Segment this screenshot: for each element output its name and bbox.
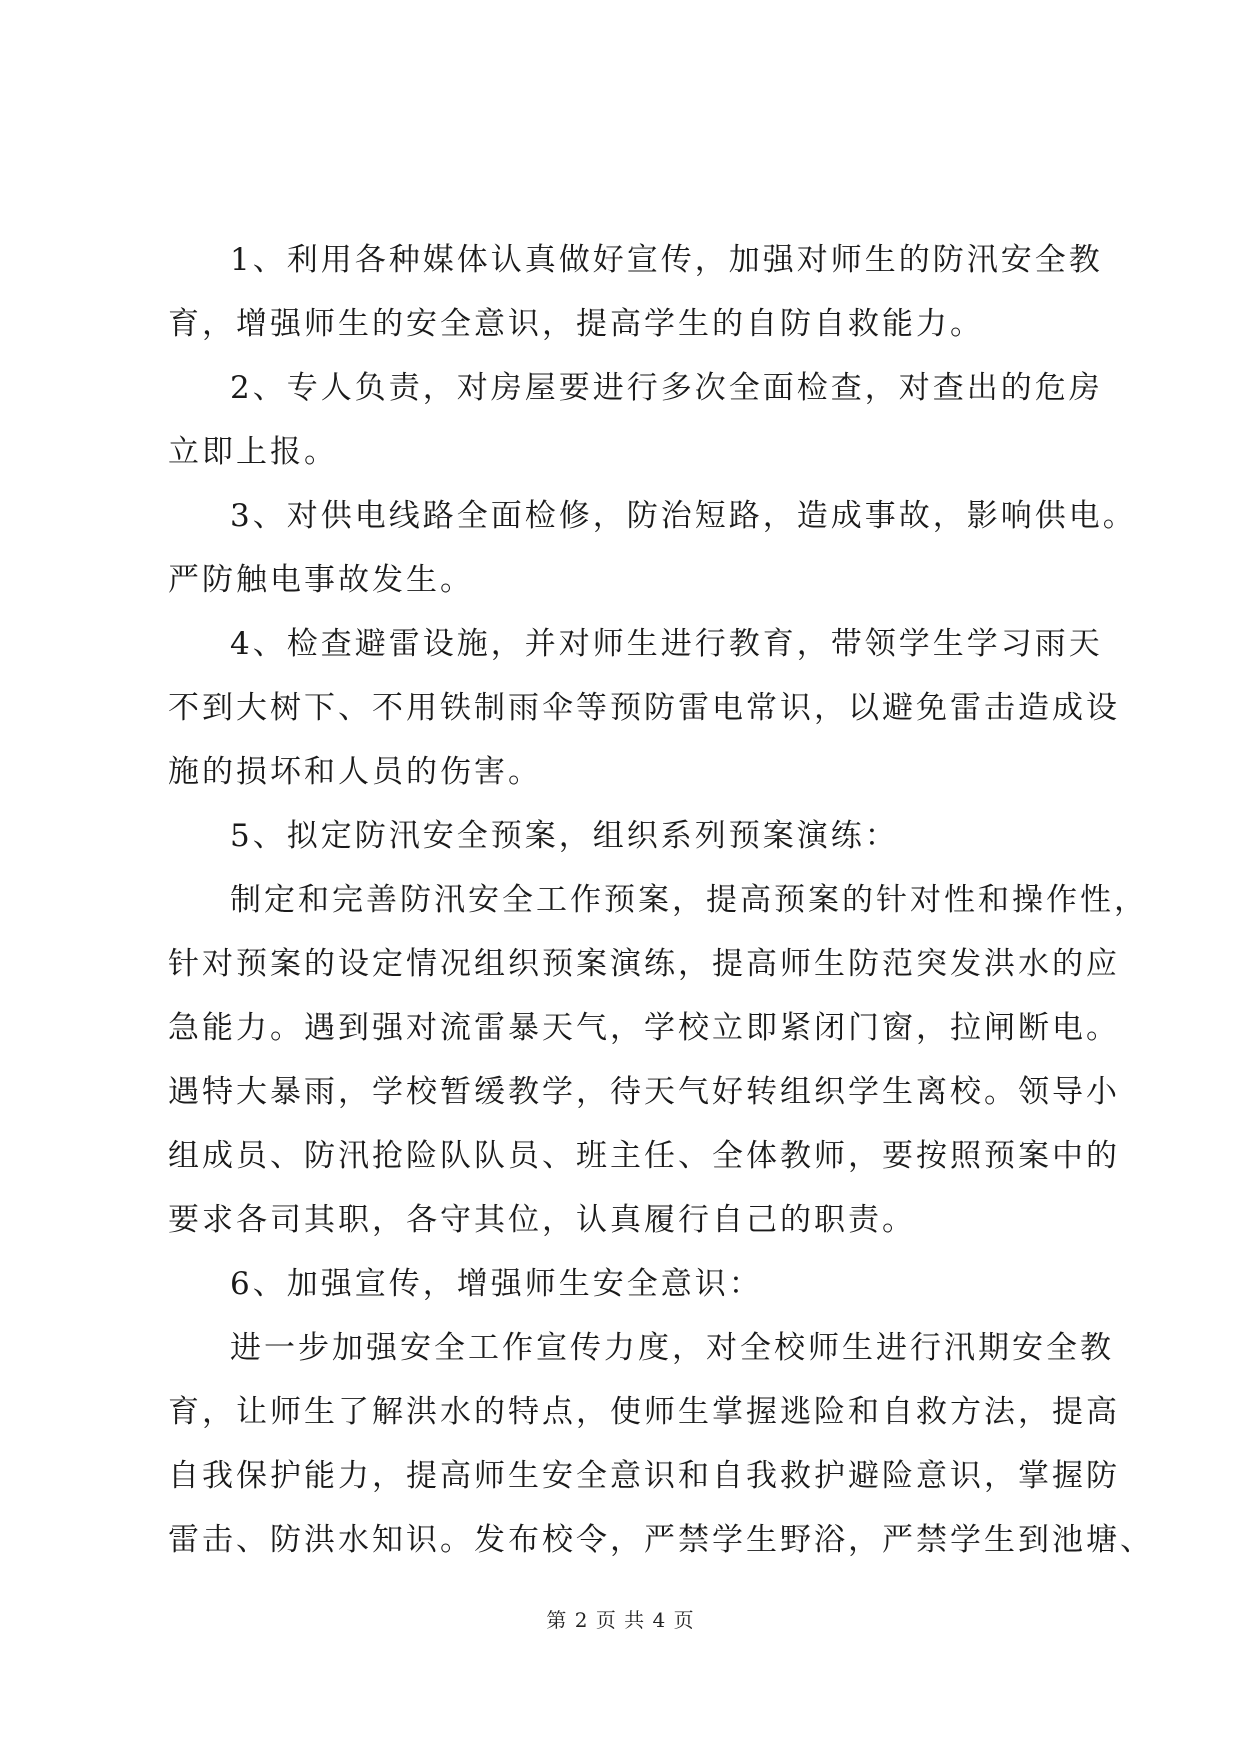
text-line: 要求各司其职，各守其位，认真履行自己的职责。 xyxy=(168,1202,916,1238)
text-line: 进一步加强安全工作宣传力度，对全校师生进行汛期安全教 xyxy=(230,1330,1114,1366)
text-line: 针对预案的设定情况组织预案演练，提高师生防范突发洪水的应 xyxy=(168,946,1120,982)
text-line: 立即上报。 xyxy=(168,434,338,470)
text-line: 5、拟定防汛安全预案，组织系列预案演练： xyxy=(230,818,899,854)
text-line: 雷击、防洪水知识。发布校令，严禁学生野浴，严禁学生到池塘、 xyxy=(168,1522,1154,1558)
text-line: 组成员、防汛抢险队队员、班主任、全体教师，要按照预案中的 xyxy=(168,1138,1120,1174)
text-line: 制定和完善防汛安全工作预案，提高预案的针对性和操作性， xyxy=(230,882,1148,918)
text-line: 不到大树下、不用铁制雨伞等预防雷电常识，以避免雷击造成设 xyxy=(168,690,1120,726)
document-body xyxy=(168,228,1154,1572)
text-line: 急能力。遇到强对流雷暴天气，学校立即紧闭门窗，拉闸断电。 xyxy=(168,1010,1120,1046)
text-line: 3、对供电线路全面检修，防治短路，造成事故，影响供电。 xyxy=(230,498,1137,534)
text-line: 4、检查避雷设施，并对师生进行教育，带领学生学习雨天 xyxy=(230,626,1103,662)
text-line: 6、加强宣传，增强师生安全意识： xyxy=(230,1266,763,1302)
text-line: 自我保护能力，提高师生安全意识和自我救护避险意识，掌握防 xyxy=(168,1458,1120,1494)
text-line: 育，增强师生的安全意识，提高学生的自防自救能力。 xyxy=(168,306,984,342)
text-line: 严防触电事故发生。 xyxy=(168,562,474,598)
text-line: 施的损坏和人员的伤害。 xyxy=(168,754,542,790)
text-line: 1、利用各种媒体认真做好宣传，加强对师生的防汛安全教 xyxy=(230,242,1103,278)
page-number-label: 第 2 页 共 4 页 xyxy=(546,1608,695,1632)
text-line: 遇特大暴雨，学校暂缓教学，待天气好转组织学生离校。领导小 xyxy=(168,1074,1120,1110)
text-line: 2、专人负责，对房屋要进行多次全面检查，对查出的危房 xyxy=(230,370,1103,406)
text-line: 育，让师生了解洪水的特点，使师生掌握逃险和自救方法，提高 xyxy=(168,1394,1120,1430)
page-footer xyxy=(0,1604,1241,1633)
